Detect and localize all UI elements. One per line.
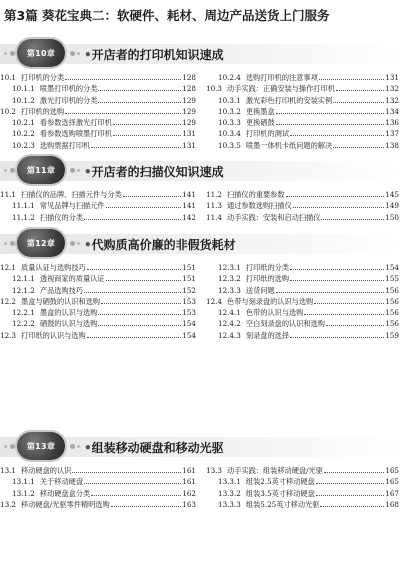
section-title: 送货问题 xyxy=(245,285,275,295)
page-number: 153 xyxy=(182,296,196,306)
page-number: 151 xyxy=(182,263,196,272)
section-title: 扫描仪的分类 xyxy=(39,212,84,222)
section-title: 移动硬盘的认识 xyxy=(21,466,72,475)
section-number: 10.1 xyxy=(0,73,17,82)
section-title: 组装5.25英寸移动光驱 xyxy=(245,499,320,509)
toc-entry[interactable] xyxy=(0,95,196,106)
dot-leader xyxy=(91,140,181,148)
chapter-12 xyxy=(0,228,403,362)
section-number: 12.1.1 xyxy=(12,274,35,284)
section-title: 喷墨打印机的分类 xyxy=(39,84,98,94)
section-number: 10.2.1 xyxy=(12,118,35,128)
section-title: 看参数选择激光打印机 xyxy=(39,118,112,128)
dot-leader xyxy=(87,330,182,338)
section-title: 动手实践：安装和启动扫描仪 xyxy=(227,212,321,222)
toc-entry[interactable] xyxy=(0,262,196,273)
section-number: 12.1.2 xyxy=(12,285,35,295)
page-number: 129 xyxy=(182,118,196,128)
section-title: 打印机的选购 xyxy=(21,106,65,116)
dot-leader xyxy=(98,83,181,91)
dot-leader xyxy=(98,307,181,315)
section-title: 质量认证与选购技巧 xyxy=(21,263,86,272)
dot-leader xyxy=(106,273,182,281)
page-number: 141 xyxy=(182,201,196,211)
dot-leader xyxy=(276,117,385,125)
section-title: 动手实践：组装移动硬盘/光驱 xyxy=(227,466,323,475)
chapter-number-badge: 第11章 xyxy=(17,156,65,184)
section-number: 10.2.4 xyxy=(218,73,241,82)
page-number: 154 xyxy=(385,263,399,272)
toc-entry[interactable] xyxy=(0,318,196,329)
section-title: 通过参数选购扫描仪 xyxy=(227,201,292,211)
dot-leader xyxy=(333,140,384,148)
toc-entry[interactable] xyxy=(0,212,196,223)
page-number: 137 xyxy=(385,129,399,139)
page-number: 154 xyxy=(182,330,196,340)
page-number: 142 xyxy=(182,212,196,222)
chapter-banner xyxy=(0,155,403,185)
bullet-dot-icon xyxy=(10,51,15,56)
bullet-dot-icon xyxy=(77,169,80,172)
bullet-dot-icon xyxy=(4,169,7,172)
section-number: 12.3 xyxy=(0,330,17,340)
toc-entry[interactable] xyxy=(0,307,196,318)
toc-entry[interactable] xyxy=(0,128,196,139)
dot-leader xyxy=(314,296,384,304)
dot-leader xyxy=(321,212,384,220)
section-title: 更换墨盒 xyxy=(245,106,275,116)
section-title: 组装3.5英寸移动硬盘 xyxy=(245,488,315,498)
chapter-banner xyxy=(0,431,403,461)
page-number: 131 xyxy=(385,73,399,82)
section-title: 打印纸的认识与选购 xyxy=(21,330,86,340)
dot-leader xyxy=(276,285,385,293)
section-title: 激光打印机的分类 xyxy=(39,95,98,105)
toc-entry[interactable] xyxy=(206,128,399,139)
section-number: 10.1.2 xyxy=(12,95,35,105)
toc-entry[interactable] xyxy=(0,476,196,487)
dot-leader xyxy=(106,200,182,208)
section-title: 硒鼓的认识与选购 xyxy=(39,319,98,329)
section-number: 12.4.1 xyxy=(218,308,241,318)
page-number: 159 xyxy=(385,330,399,340)
chapter-title: • 开店者的打印机知识速成 xyxy=(84,46,224,63)
dot-leader xyxy=(98,95,181,103)
toc-entry[interactable] xyxy=(0,72,196,83)
section-number: 10.3.5 xyxy=(218,140,241,150)
bullet-dot-icon xyxy=(77,445,80,448)
bullet-dot-icon xyxy=(70,51,75,56)
page-number: 162 xyxy=(182,488,196,498)
section-title: 移动硬盘盒分类 xyxy=(39,488,91,498)
section-title: 移动硬盘/光驱零件精明选购 xyxy=(21,499,110,509)
page-number: 155 xyxy=(385,274,399,284)
toc-entry[interactable] xyxy=(206,83,399,94)
dot-leader xyxy=(316,488,384,496)
bullet-dot-icon xyxy=(70,168,75,173)
dot-leader xyxy=(324,465,384,473)
toc-column-right xyxy=(206,465,399,510)
section-title: 透视商家的质量认证 xyxy=(39,274,105,284)
section-number: 10.3 xyxy=(206,84,223,94)
toc-column-right xyxy=(206,262,399,341)
section-number: 10.3.3 xyxy=(218,118,241,128)
toc-entry[interactable] xyxy=(206,499,399,510)
chapter-title: • 组装移动硬盘和移动光驱 xyxy=(84,439,224,456)
section-title: 打印机的测试 xyxy=(245,129,290,139)
chapter-number-badge: 第13章 xyxy=(17,432,65,460)
section-number: 10.2.2 xyxy=(12,129,35,139)
section-title: 喷墨一体机卡纸问题的解决 xyxy=(245,140,333,150)
dot-leader xyxy=(293,200,385,208)
chapter-entries xyxy=(0,465,403,565)
section-number: 13.3.2 xyxy=(218,488,241,498)
section-number: 11.1.1 xyxy=(12,201,35,211)
bullet-dot-icon xyxy=(4,242,7,245)
toc-entry[interactable] xyxy=(206,72,399,83)
dot-leader xyxy=(336,83,384,91)
toc-entry[interactable] xyxy=(206,307,399,318)
toc-entry[interactable] xyxy=(0,83,196,94)
page-number: 165 xyxy=(385,477,399,487)
dot-leader xyxy=(113,117,182,125)
dot-leader xyxy=(290,262,384,270)
page-number: 161 xyxy=(182,466,196,475)
toc-entry[interactable] xyxy=(0,273,196,284)
bullet-dot-icon xyxy=(70,241,75,246)
section-number: 10.2 xyxy=(0,106,17,116)
toc-column-left xyxy=(0,189,196,223)
dot-leader xyxy=(333,95,384,103)
toc-entry[interactable] xyxy=(206,330,399,341)
toc-entry[interactable] xyxy=(0,499,196,510)
toc-entry[interactable] xyxy=(206,106,399,117)
dot-leader xyxy=(316,476,384,484)
toc-entry[interactable] xyxy=(206,476,399,487)
bullet-dot-icon xyxy=(10,444,15,449)
dot-leader xyxy=(98,318,181,326)
toc-entry[interactable] xyxy=(0,488,196,499)
toc-entry[interactable] xyxy=(206,189,399,200)
dot-leader xyxy=(123,189,182,197)
dot-leader xyxy=(304,307,384,315)
page-number: 168 xyxy=(385,499,399,509)
toc-entry[interactable] xyxy=(0,330,196,341)
toc-entry[interactable] xyxy=(0,117,196,128)
page-number: 136 xyxy=(385,118,399,128)
bullet-dot-icon xyxy=(4,445,7,448)
toc-entry[interactable] xyxy=(206,285,399,296)
page-number: 161 xyxy=(182,477,196,487)
section-number: 10.3.1 xyxy=(218,95,241,105)
section-number: 10.3.2 xyxy=(218,106,241,116)
section-title: 激光彩色打印机的安装实例 xyxy=(245,95,333,105)
dot-leader xyxy=(290,273,384,281)
page-number: 145 xyxy=(385,190,399,199)
toc-entry[interactable] xyxy=(206,117,399,128)
toc-entry[interactable] xyxy=(0,189,196,200)
section-number: 12.4.3 xyxy=(218,330,241,340)
page-number: 132 xyxy=(385,95,399,105)
dot-leader xyxy=(101,296,181,304)
dot-leader xyxy=(276,106,385,114)
dot-leader xyxy=(84,212,181,220)
chapter-entries xyxy=(0,262,403,362)
section-number: 12.4.2 xyxy=(218,319,241,329)
toc-entry[interactable] xyxy=(206,140,399,151)
toc-entry[interactable] xyxy=(0,465,196,476)
page-number: 153 xyxy=(182,308,196,318)
dot-leader xyxy=(84,476,181,484)
page-number: 128 xyxy=(182,84,196,94)
section-number: 12.3.2 xyxy=(218,274,241,284)
toc-column-left xyxy=(0,262,196,341)
bullet-dot-icon xyxy=(10,241,15,246)
section-title: 打印纸的选购 xyxy=(245,274,290,284)
dot-leader xyxy=(319,72,385,80)
page-number: 156 xyxy=(385,285,399,295)
page-number: 131 xyxy=(182,140,196,150)
page-number: 128 xyxy=(182,73,196,82)
section-title: 空白刻录盘的认识和选购 xyxy=(245,319,325,329)
toc-entry[interactable] xyxy=(0,140,196,151)
section-number: 11.1 xyxy=(0,190,17,199)
page-number: 156 xyxy=(385,319,399,329)
section-number: 12.3.1 xyxy=(218,263,241,272)
section-title: 扫描仪的重要参数 xyxy=(227,190,285,199)
toc-entry[interactable] xyxy=(0,285,196,296)
section-number: 10.2.3 xyxy=(12,140,35,150)
bullet-dot-icon xyxy=(77,52,80,55)
toc-entry[interactable] xyxy=(206,318,399,329)
dot-leader xyxy=(113,128,182,136)
section-number: 13.1.2 xyxy=(12,488,35,498)
toc-entry[interactable] xyxy=(206,488,399,499)
section-title: 打印机的分类 xyxy=(21,73,65,82)
page-number: 129 xyxy=(182,106,196,116)
section-title: 更换硒鼓 xyxy=(245,118,275,128)
section-number: 13.3.1 xyxy=(218,477,241,487)
dot-leader xyxy=(326,318,384,326)
dot-leader xyxy=(87,262,182,270)
section-title: 色带的认识与选购 xyxy=(245,308,304,318)
dot-leader xyxy=(320,499,384,507)
page-number: 163 xyxy=(182,499,196,509)
chapter-banner xyxy=(0,38,403,68)
chapter-title: • 开店者的扫描仪知识速成 xyxy=(84,163,224,180)
section-number: 13.2 xyxy=(0,499,17,509)
bullet-dot-icon xyxy=(10,168,15,173)
chapter-title: • 代购质高价廉的非假货耗材 xyxy=(84,236,236,253)
section-title: 产品选购技巧 xyxy=(39,285,84,295)
dot-leader xyxy=(290,330,384,338)
section-title: 墨盒与硒鼓的认识和选购 xyxy=(21,296,101,306)
part-title: 第3篇 葵花宝典二：软硬件、耗材、周边产品送货上门服务 xyxy=(4,8,330,23)
chapter-number-badge: 第10章 xyxy=(17,39,65,67)
page-number: 165 xyxy=(385,466,399,475)
section-number: 13.3 xyxy=(206,466,223,475)
page-number: 149 xyxy=(385,201,399,211)
section-number: 13.1 xyxy=(0,466,17,475)
toc-entry[interactable] xyxy=(206,95,399,106)
section-title: 墨盒的认识与选购 xyxy=(39,308,98,318)
section-title: 色带与刻录盘的认识与选购 xyxy=(227,296,314,306)
dot-leader xyxy=(290,128,384,136)
page-number: 151 xyxy=(182,274,196,284)
bullet-dot-icon xyxy=(77,242,80,245)
section-title: 打印纸的分类 xyxy=(245,263,290,272)
section-title: 刻录盘的选择 xyxy=(245,330,290,340)
chapter-10 xyxy=(0,38,403,172)
page-number: 152 xyxy=(182,285,196,295)
dot-leader xyxy=(286,189,385,197)
dot-leader xyxy=(111,499,182,507)
section-title: 关于移动硬盘 xyxy=(39,477,84,487)
section-title: 常见品牌与扫描元件 xyxy=(39,201,105,211)
toc-entry[interactable] xyxy=(206,262,399,273)
page-number: 138 xyxy=(385,140,399,150)
section-number: 11.4 xyxy=(206,212,223,222)
chapter-banner xyxy=(0,228,403,258)
section-title: 扫描仪的品牌、扫描元件与分类 xyxy=(21,190,122,199)
section-number: 12.3.3 xyxy=(218,285,241,295)
dot-leader xyxy=(84,285,181,293)
section-title: 动手实践：正确安装与操作打印机 xyxy=(227,84,335,94)
dot-leader xyxy=(65,72,181,80)
toc-column-left xyxy=(0,72,196,151)
toc-entry[interactable] xyxy=(206,273,399,284)
page-number: 156 xyxy=(385,308,399,318)
section-number: 12.2.1 xyxy=(12,308,35,318)
page-number: 156 xyxy=(385,296,399,306)
page-number: 141 xyxy=(182,190,196,199)
section-title: 选购打印机的注意事项 xyxy=(245,73,318,82)
section-number: 12.1 xyxy=(0,263,17,272)
section-title: 组装2.5英寸移动硬盘 xyxy=(245,477,315,487)
section-title: 选购票据打印机 xyxy=(39,140,91,150)
page-number: 129 xyxy=(182,95,196,105)
page-number: 132 xyxy=(385,84,399,94)
page-number: 131 xyxy=(182,129,196,139)
section-number: 11.2 xyxy=(206,190,223,199)
toc-entry[interactable] xyxy=(0,200,196,211)
bullet-dot-icon xyxy=(70,444,75,449)
toc-entry[interactable] xyxy=(206,212,399,223)
toc-entry[interactable] xyxy=(206,200,399,211)
section-number: 13.3.3 xyxy=(218,499,241,509)
chapter-number-badge: 第12章 xyxy=(17,229,65,257)
toc-entry[interactable] xyxy=(0,296,196,307)
toc-column-left xyxy=(0,465,196,510)
page-number: 167 xyxy=(385,488,399,498)
section-title: 看参数选购喷墨打印机 xyxy=(39,129,112,139)
toc-entry[interactable] xyxy=(206,465,399,476)
section-number: 12.4 xyxy=(206,296,223,306)
toc-entry[interactable] xyxy=(0,106,196,117)
bullet-dot-icon xyxy=(4,52,7,55)
toc-entry[interactable] xyxy=(206,296,399,307)
dot-leader xyxy=(72,465,181,473)
section-number: 10.1.1 xyxy=(12,84,35,94)
section-number: 12.2.2 xyxy=(12,319,35,329)
section-number: 12.2 xyxy=(0,296,17,306)
dot-leader xyxy=(91,488,181,496)
page-number: 134 xyxy=(385,106,399,116)
section-number: 11.3 xyxy=(206,201,223,211)
section-number: 10.3.4 xyxy=(218,129,241,139)
dot-leader xyxy=(65,106,181,114)
page-number: 150 xyxy=(385,212,399,222)
page-number: 154 xyxy=(182,319,196,329)
section-number: 13.1.1 xyxy=(12,477,35,487)
section-number: 11.1.2 xyxy=(12,212,35,222)
toc-column-right xyxy=(206,72,399,151)
toc-column-right xyxy=(206,189,399,223)
